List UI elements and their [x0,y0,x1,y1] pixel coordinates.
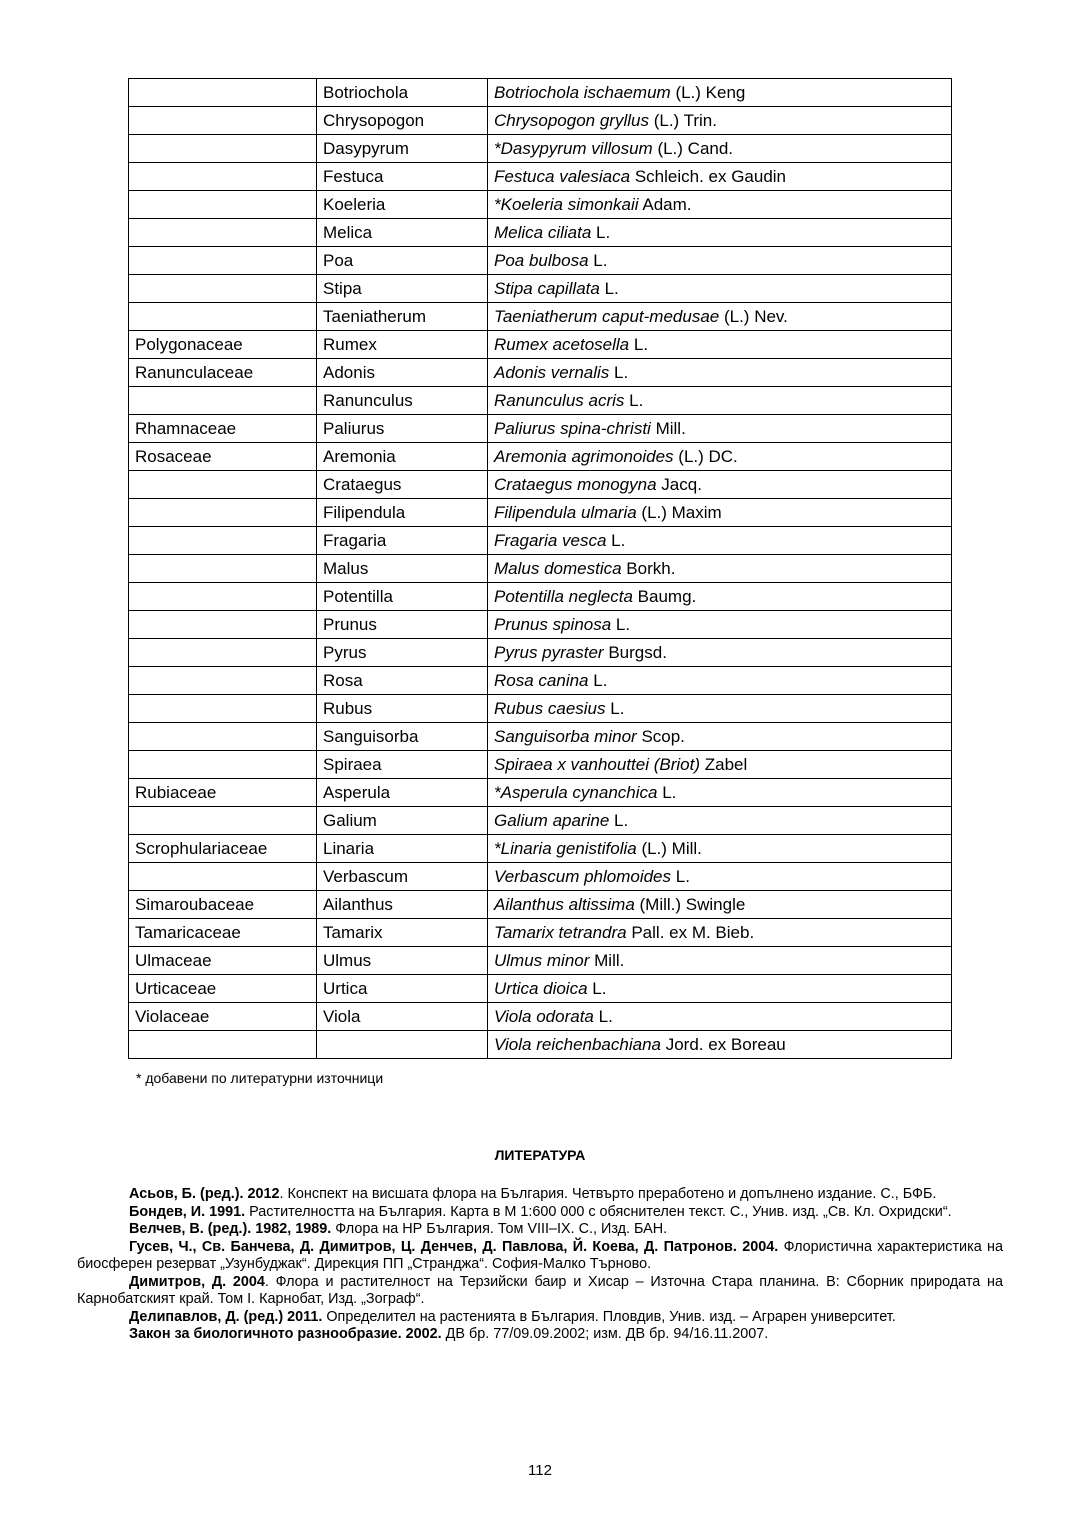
genus-cell [317,891,488,919]
genus-cell-text: Prunus [323,615,377,634]
species-name: Melica ciliata [494,223,592,242]
species-name: Rumex acetosella [494,335,630,354]
species-cell [488,975,952,1003]
family-cell [129,919,317,947]
species-author: L. [592,979,607,998]
species-author: L. [614,363,629,382]
species-name: Poa bulbosa [494,251,589,270]
genus-cell-text: Ranunculus [323,391,413,410]
species-author: Burgsd. [608,643,667,662]
family-cell [129,555,317,583]
genus-cell-text: Festuca [323,167,384,186]
table-row [129,499,952,527]
species-name: Filipendula ulmaria [494,503,637,522]
family-cell [129,219,317,247]
species-author: (L.) Nev. [723,307,788,326]
species-cell [488,891,952,919]
family-cell-text: Polygonaceae [135,335,243,354]
species-author: L. [598,1007,613,1026]
family-cell [129,1003,317,1031]
family-cell [129,975,317,1003]
genus-cell-text: Koeleria [323,195,386,214]
species-author: L. [615,615,631,634]
table-row [129,471,952,499]
genus-cell-text: Dasypyrum [323,139,409,158]
reference-authors: Димитров, Д. 2004 [129,1273,265,1290]
genus-cell [317,807,488,835]
family-cell-text: Rubiaceae [135,783,217,802]
page-number: 112 [528,1462,552,1479]
species-cell [488,947,952,975]
genus-cell [317,1031,488,1059]
genus-cell [317,555,488,583]
species-name: Botriochola ischaemum [494,83,671,102]
species-cell [488,219,952,247]
genus-cell-text: Spiraea [323,755,382,774]
table-row [129,555,952,583]
family-cell-text: Simaroubaceae [135,895,255,914]
species-author: Mill. [594,951,625,970]
genus-cell-text: Crataegus [323,475,402,494]
species-author: (L.) DC. [678,447,738,466]
species-cell [488,667,952,695]
family-cell [129,639,317,667]
family-cell [129,135,317,163]
reference-authors: Закон за биологичното разнообразие. 2002. [129,1326,442,1342]
species-author: Pall. ex M. Bieb. [631,923,755,942]
genus-cell-text: Melica [323,223,373,242]
references-list [77,1186,1003,1344]
table-row [129,163,952,191]
species-name: Chrysopogon gryllus [494,111,649,130]
table-row [129,359,952,387]
species-author: Jord. ex Boreau [665,1035,786,1054]
species-name: Prunus spinosa [494,615,612,634]
table-row [129,219,952,247]
species-cell [488,163,952,191]
genus-cell-text: Ailanthus [323,895,393,914]
species-name: Festuca valesiaca [494,167,631,186]
species-cell [488,331,952,359]
species-name: Fragaria vesca [494,531,607,550]
table-row [129,303,952,331]
table-row [129,667,952,695]
species-cell [488,583,952,611]
species-author: L. [614,811,629,830]
family-cell-text: Rosaceae [135,447,212,466]
reference-text: . Флора и растителност на Терзийски баир и Хисар – Източна Стара планина. В: Сборник природата на Карнобатският край. Том I. Карнобат, Изд. „Зограф“. [77,1273,1003,1307]
genus-cell-text: Asperula [323,783,391,802]
species-cell [488,919,952,947]
family-cell [129,723,317,751]
genus-cell [317,135,488,163]
species-name: Spiraea x vanhouttei (Briot) [494,755,700,774]
species-author: Adam. [642,195,692,214]
reference-entry [77,1239,1003,1274]
table-row [129,443,952,471]
genus-cell [317,1003,488,1031]
genus-cell-text: Urtica [323,979,368,998]
species-cell [488,471,952,499]
species-author: L. [633,335,649,354]
table-row [129,79,952,107]
species-cell [488,695,952,723]
table-row [129,779,952,807]
species-name: Viola reichenbachiana [494,1035,661,1054]
species-author: Zabel [704,755,748,774]
genus-cell-text: Galium [323,811,377,830]
reference-authors: Бондев, И. 1991. [129,1203,246,1220]
genus-cell [317,387,488,415]
species-table [128,78,952,1059]
family-cell-text: Rhamnaceae [135,419,237,438]
table-row [129,751,952,779]
reference-text: ДВ бр. 77/09.09.2002; изм. ДВ бр. 94/16.11.2007. [441,1326,769,1342]
family-cell [129,863,317,891]
family-cell [129,303,317,331]
reference-text: . Конспект на висшата флора на България. Четвърто преработено и допълнено издание. С., БФБ. [279,1186,937,1202]
species-name: *Dasypyrum villosum [494,139,653,158]
genus-cell-text: Chrysopogon [323,111,425,130]
genus-cell [317,163,488,191]
family-cell [129,835,317,863]
species-name: Verbascum phlomoides [494,867,672,886]
species-author: L. [675,867,690,886]
family-cell [129,947,317,975]
genus-cell-text: Viola [323,1007,361,1026]
reference-authors: Гусев, Ч., Св. Банчева, Д. Димитров, Ц. Денчев, Д. Павлова, Й. Коева, Д. Патронов. 2004. [129,1238,779,1255]
species-author: Baumg. [637,587,697,606]
family-cell-text: Violaceae [135,1007,210,1026]
reference-entry [77,1221,1003,1239]
species-author: Scop. [641,727,685,746]
genus-cell-text: Stipa [323,279,362,298]
family-cell-text: Tamaricaceae [135,923,241,942]
species-author: (L.) Keng [675,83,746,102]
family-cell [129,443,317,471]
genus-cell [317,863,488,891]
species-author: L. [604,279,619,298]
reference-entry [77,1186,1003,1204]
genus-cell-text: Sanguisorba [323,727,419,746]
family-cell-text: Ranunculaceae [135,363,254,382]
table-row [129,387,952,415]
genus-cell [317,331,488,359]
species-name: Adonis vernalis [494,363,610,382]
genus-cell [317,723,488,751]
genus-cell [317,247,488,275]
species-author: (L.) Trin. [653,111,717,130]
family-cell [129,667,317,695]
species-author: L. [629,391,644,410]
species-name: *Koeleria simonkaii [494,195,639,214]
species-name: *Asperula cynanchica [494,783,658,802]
family-cell [129,807,317,835]
species-cell [488,527,952,555]
table-row [129,275,952,303]
genus-cell [317,219,488,247]
species-name: *Linaria genistifolia [494,839,637,858]
species-cell [488,779,952,807]
family-cell [129,107,317,135]
genus-cell [317,443,488,471]
species-cell [488,191,952,219]
genus-cell-text: Pyrus [323,643,367,662]
species-author: (L.) Mill. [641,839,702,858]
genus-cell [317,975,488,1003]
genus-cell-text: Filipendula [323,503,406,522]
species-author: Jacq. [661,475,702,494]
genus-cell [317,667,488,695]
family-cell-text: Urticaceae [135,979,217,998]
species-cell [488,863,952,891]
species-cell [488,247,952,275]
genus-cell [317,275,488,303]
species-name: Tamarix tetrandra [494,923,627,942]
species-name: Stipa capillata [494,279,600,298]
table-row [129,331,952,359]
table-row [129,247,952,275]
family-cell [129,275,317,303]
species-name: Ulmus minor [494,951,590,970]
species-cell [488,443,952,471]
family-cell [129,191,317,219]
family-cell [129,247,317,275]
table-row [129,807,952,835]
species-cell [488,1031,952,1059]
species-author: L. [596,223,611,242]
genus-cell-text: Linaria [323,839,375,858]
family-cell [129,471,317,499]
reference-authors: Делипавлов, Д. (ред.) 2011. [129,1308,323,1325]
species-author: L. [593,251,608,270]
reference-authors: Асьов, Б. (ред.). 2012 [129,1186,280,1202]
species-cell [488,499,952,527]
family-cell [129,891,317,919]
family-cell-text: Ulmaceae [135,951,212,970]
genus-cell [317,359,488,387]
genus-cell [317,583,488,611]
genus-cell-text: Rosa [323,671,363,690]
table-row [129,191,952,219]
species-name: Taeniatherum caput-medusae [494,307,720,326]
genus-cell [317,751,488,779]
genus-cell [317,79,488,107]
species-cell [488,751,952,779]
reference-text: Растителността на България. Карта в М 1:600 000 с обяснителен текст. С., Унив. изд. „Св. Кл. Охридски“. [245,1203,952,1220]
family-cell [129,751,317,779]
table-row [129,695,952,723]
species-name: Malus domestica [494,559,622,578]
table-row [129,947,952,975]
species-name: Galium aparine [494,811,610,830]
species-cell [488,387,952,415]
genus-cell-text: Verbascum [323,867,409,886]
species-cell [488,639,952,667]
table-row [129,919,952,947]
species-author: Mill. [655,419,686,438]
reference-entry [77,1274,1003,1309]
family-cell [129,331,317,359]
table-row [129,135,952,163]
reference-entry [77,1309,1003,1327]
genus-cell [317,639,488,667]
genus-cell-text: Rubus [323,699,373,718]
genus-cell-text: Poa [323,251,354,270]
species-cell [488,807,952,835]
reference-text: Определител на растенията в България. Пловдив, Унив. изд. – Аграрен университет. [322,1308,896,1325]
family-cell [129,387,317,415]
species-author: Schleich. ex Gaudin [634,167,787,186]
genus-cell-text: Paliurus [323,419,385,438]
table-row [129,863,952,891]
genus-cell-text: Taeniatherum [323,307,427,326]
family-cell [129,415,317,443]
family-cell [129,695,317,723]
species-cell [488,1003,952,1031]
species-name: Aremonia agrimonoides [494,447,674,466]
family-cell [129,499,317,527]
species-name: Rosa canina [494,671,589,690]
table-row [129,107,952,135]
table-row [129,891,952,919]
species-author: L. [610,699,625,718]
table-row [129,611,952,639]
genus-cell-text: Potentilla [323,587,393,606]
species-cell [488,555,952,583]
species-author: L. [662,783,677,802]
family-cell [129,79,317,107]
family-cell-text: Scrophulariaceae [135,839,268,858]
species-cell [488,359,952,387]
genus-cell [317,947,488,975]
genus-cell-text: Tamarix [323,923,383,942]
species-cell [488,611,952,639]
reference-authors: Велчев, В. (ред.). 1982, 1989. [129,1221,332,1237]
genus-cell-text: Aremonia [323,447,396,466]
family-cell [129,611,317,639]
species-name: Potentilla neglecta [494,587,633,606]
table-row [129,975,952,1003]
table-row [129,723,952,751]
species-cell [488,835,952,863]
table-row [129,835,952,863]
family-cell [129,1031,317,1059]
literature-heading: ЛИТЕРАТУРА [494,1147,586,1163]
species-name: Rubus caesius [494,699,606,718]
family-cell [129,359,317,387]
genus-cell-text: Malus [323,559,369,578]
footnote: * добавени по литературни източници [136,1070,384,1086]
species-author: (Mill.) Swingle [639,895,746,914]
genus-cell [317,499,488,527]
species-cell [488,275,952,303]
reference-entry [77,1326,1003,1344]
species-author: Borkh. [626,559,676,578]
species-cell [488,303,952,331]
species-name: Ailanthus altissima [494,895,635,914]
table-row [129,527,952,555]
species-cell [488,415,952,443]
species-name: Pyrus pyraster [494,643,604,662]
species-name: Paliurus spina-christi [494,419,651,438]
family-cell [129,779,317,807]
genus-cell [317,191,488,219]
reference-entry [77,1204,1003,1222]
species-name: Urtica dioica [494,979,588,998]
reference-text: Флора на НР България. Том VIII–IX. С., Изд. БАН. [331,1221,668,1237]
species-cell [488,107,952,135]
species-cell [488,79,952,107]
genus-cell [317,779,488,807]
species-author: L. [593,671,608,690]
species-cell [488,135,952,163]
genus-cell [317,527,488,555]
genus-cell-text: Rumex [323,335,377,354]
species-name: Sanguisorba minor [494,727,637,746]
genus-cell-text: Ulmus [323,951,372,970]
genus-cell [317,471,488,499]
species-cell [488,723,952,751]
table-row [129,415,952,443]
family-cell [129,163,317,191]
genus-cell [317,835,488,863]
species-name: Viola odorata [494,1007,594,1026]
table-row [129,1003,952,1031]
genus-cell [317,303,488,331]
genus-cell [317,611,488,639]
species-author: (L.) Cand. [657,139,734,158]
species-name: Crataegus monogyna [494,475,657,494]
genus-cell-text: Botriochola [323,83,409,102]
genus-cell-text: Fragaria [323,531,387,550]
species-author: (L.) Maxim [641,503,722,522]
species-author: L. [611,531,626,550]
species-name: Ranunculus acris [494,391,625,410]
genus-cell [317,107,488,135]
genus-cell [317,919,488,947]
table-row [129,583,952,611]
genus-cell [317,415,488,443]
reference-text: Флористична характеристика на биосферен резерват „Узунбуджак“. Дирекция ПП „Странджа“. София-Малко Търново. [77,1238,1004,1272]
table-row [129,639,952,667]
table-row [129,1031,952,1059]
genus-cell-text: Adonis [323,363,375,382]
genus-cell [317,695,488,723]
family-cell [129,527,317,555]
family-cell [129,583,317,611]
